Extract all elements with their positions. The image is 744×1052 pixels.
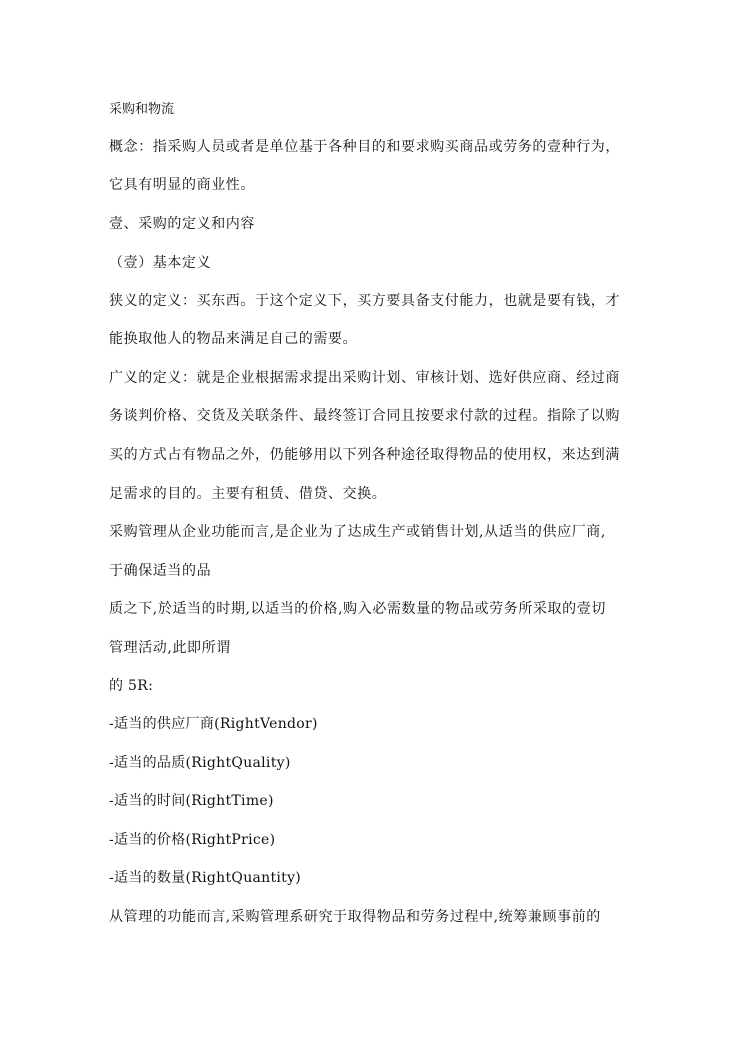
section-heading: 壹、采购的定义和内容 [109,216,255,232]
list-item: -适当的数量(RightQuantity) [109,870,302,886]
subsection-heading: （壹）基本定义 [109,255,212,271]
paragraph-line: 狭义的定义：买东西。于这个定义下，买方要具备支付能力，也就是要有钱，才 [109,293,620,309]
list-item: -适当的品质(RightQuality) [109,755,291,771]
paragraph-line: 于确保适当的品 [109,563,212,579]
paragraph-line: 采购管理从企业功能而言,是企业为了达成生产或销售计划,从适当的供应厂商, [109,524,606,540]
paragraph-line: 的 5R: [109,678,154,694]
paragraph-line: 从管理的功能而言,采购管理系研究于取得物品和劳务过程中,统筹兼顾事前的 [109,909,601,925]
paragraph-line: 足需求的目的。主要有租赁、借贷、交换。 [109,486,387,502]
paragraph-line: 质之下,於适当的时期,以适当的价格,购入必需数量的物品或劳务所采取的壹切 [109,601,606,617]
paragraph-line: 务谈判价格、交货及关联条件、最终签订合同且按要求付款的过程。指除了以购 [109,408,620,424]
list-item: -适当的时间(RightTime) [109,793,274,809]
list-item: -适当的价格(RightPrice) [109,832,276,848]
paragraph-line: 管理活动,此即所谓 [109,640,231,656]
paragraph-line: 买的方式占有物品之外，仍能够用以下列各种途径取得物品的使用权，来达到满 [109,447,620,463]
paragraph-line: 能换取他人的物品来满足自己的需要。 [109,331,358,347]
list-item: -适当的供应厂商(RightVendor) [109,716,318,732]
document-title: 采购和物流 [109,102,175,117]
paragraph-line: 概念：指采购人员或者是单位基于各种目的和要求购买商品或劳务的壹种行为， [109,139,620,155]
paragraph-line: 它具有明显的商业性。 [109,177,255,193]
paragraph-line: 广义的定义：就是企业根据需求提出采购计划、审核计划、选好供应商、经过商 [109,370,620,386]
